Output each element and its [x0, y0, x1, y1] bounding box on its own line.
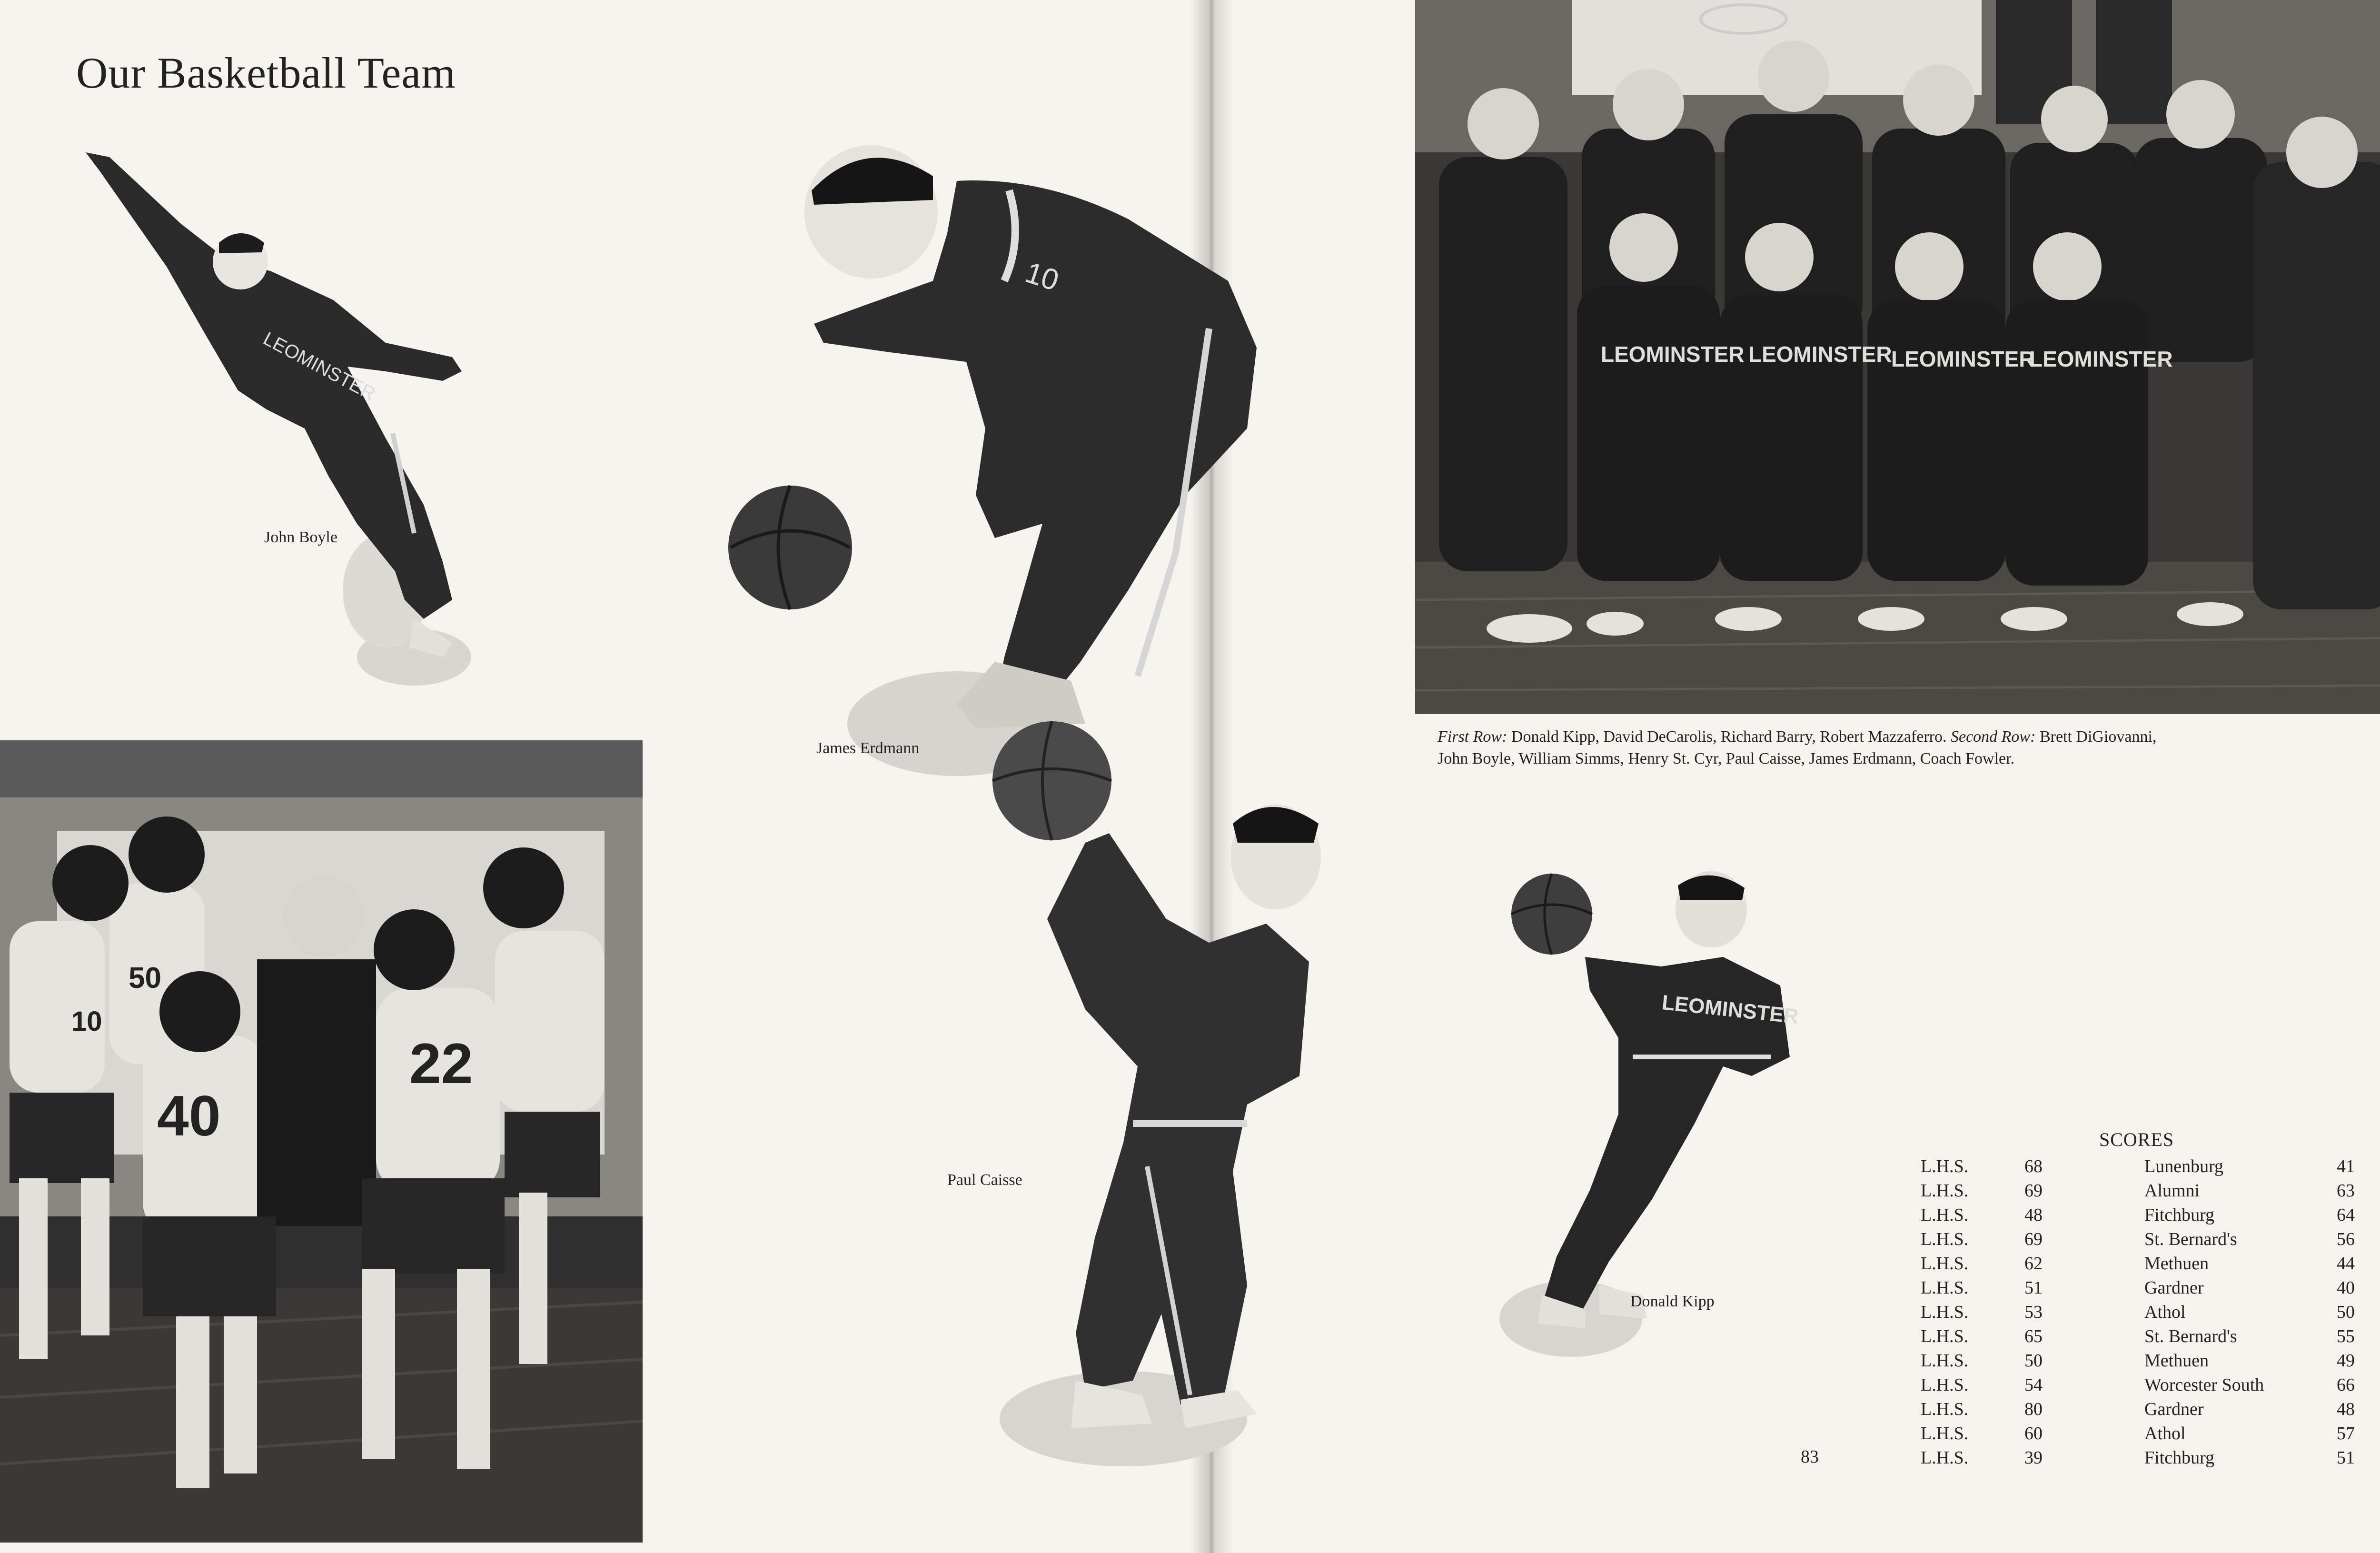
- score-team-points: 39: [2024, 1448, 2043, 1468]
- huddle-photo: [0, 740, 643, 1543]
- score-opponent: Gardner: [2144, 1278, 2204, 1298]
- caption-john-boyle: John Boyle: [264, 528, 337, 546]
- score-opponent-points: 57: [2337, 1424, 2355, 1443]
- score-row: [1921, 1423, 2368, 1447]
- james-erdmann-photo: [709, 124, 1290, 781]
- score-team-points: 68: [2024, 1156, 2043, 1176]
- score-team: L.H.S.: [1921, 1205, 1969, 1225]
- score-team: L.H.S.: [1921, 1302, 1969, 1322]
- team-jersey-text-4: LEOMINSTER: [2029, 347, 2173, 371]
- score-opponent-points: 64: [2337, 1205, 2355, 1225]
- score-team: L.H.S.: [1921, 1351, 1969, 1371]
- score-opponent: Fitchburg: [2144, 1448, 2215, 1468]
- score-opponent-points: 40: [2337, 1278, 2355, 1298]
- paul-caisse-photo: [942, 714, 1347, 1485]
- score-opponent-points: 56: [2337, 1229, 2355, 1249]
- team-jersey-text-2: LEOMINSTER: [1748, 342, 1892, 367]
- score-opponent-points: 48: [2337, 1399, 2355, 1419]
- score-team: L.H.S.: [1921, 1278, 1969, 1298]
- jersey-text-kipp: LEOMINSTER: [1660, 991, 1800, 1029]
- score-row: [1921, 1447, 2368, 1472]
- score-opponent: Alumni: [2144, 1181, 2200, 1201]
- score-team-points: 50: [2024, 1351, 2043, 1371]
- score-opponent-points: 51: [2337, 1448, 2355, 1468]
- score-team: L.H.S.: [1921, 1375, 1969, 1395]
- score-team-points: 51: [2024, 1278, 2043, 1298]
- score-opponent: Fitchburg: [2144, 1205, 2215, 1225]
- score-team: L.H.S.: [1921, 1326, 1969, 1346]
- score-opponent: Athol: [2144, 1424, 2186, 1443]
- caption-donald-kipp: Donald Kipp: [1630, 1293, 1715, 1310]
- score-opponent-points: 41: [2337, 1156, 2355, 1176]
- score-row: [1921, 1156, 2368, 1180]
- score-opponent: Methuen: [2144, 1254, 2209, 1274]
- jersey-number-10: 10: [71, 1006, 102, 1037]
- score-row: [1921, 1253, 2368, 1277]
- score-opponent: Methuen: [2144, 1351, 2209, 1371]
- score-team-points: 54: [2024, 1375, 2043, 1395]
- score-team: L.H.S.: [1921, 1181, 1969, 1201]
- score-opponent: St. Bernard's: [2144, 1326, 2237, 1346]
- caption-james-erdmann: James Erdmann: [816, 739, 920, 757]
- page-number: 83: [1801, 1447, 1819, 1467]
- score-team: L.H.S.: [1921, 1156, 1969, 1176]
- score-opponent-points: 66: [2337, 1375, 2355, 1395]
- second-row-label: Second Row:: [1950, 728, 2036, 746]
- score-team: L.H.S.: [1921, 1229, 1969, 1249]
- score-team: L.H.S.: [1921, 1399, 1969, 1419]
- score-team-points: 65: [2024, 1326, 2043, 1346]
- first-row-label: First Row:: [1438, 728, 1507, 746]
- jersey-text-erdmann: 10: [1021, 256, 1063, 298]
- score-opponent: Athol: [2144, 1302, 2186, 1322]
- jersey-number-40: 40: [157, 1084, 221, 1148]
- score-team-points: 69: [2024, 1181, 2043, 1201]
- scores-title: SCORES: [2099, 1129, 2174, 1150]
- team-photo-caption: [1438, 726, 2180, 770]
- score-team: L.H.S.: [1921, 1448, 1969, 1468]
- score-opponent: Gardner: [2144, 1399, 2204, 1419]
- jersey-number-22: 22: [409, 1032, 473, 1095]
- score-row: [1921, 1180, 2368, 1205]
- team-jersey-text-1: LEOMINSTER: [1601, 342, 1745, 367]
- second-row-names: Brett DiGiovanni, John Boyle, William Simms, Henry St. Cyr, Paul Caisse, James Erdmann, Coach Fowler.: [1438, 728, 2157, 767]
- score-row: [1921, 1205, 2368, 1229]
- score-opponent-points: 63: [2337, 1181, 2355, 1201]
- score-opponent: St. Bernard's: [2144, 1229, 2237, 1249]
- score-team-points: 80: [2024, 1399, 2043, 1419]
- score-row: [1921, 1399, 2368, 1423]
- score-team-points: 69: [2024, 1229, 2043, 1249]
- team-jersey-text-3: LEOMINSTER: [1891, 347, 2035, 371]
- score-row: [1921, 1229, 2368, 1253]
- donald-kipp-photo: [1504, 866, 1799, 1362]
- score-opponent-points: 44: [2337, 1254, 2355, 1274]
- score-opponent-points: 50: [2337, 1302, 2355, 1322]
- score-team-points: 60: [2024, 1424, 2043, 1443]
- score-team: L.H.S.: [1921, 1424, 1969, 1443]
- score-row: [1921, 1277, 2368, 1302]
- score-opponent-points: 49: [2337, 1351, 2355, 1371]
- score-team-points: 53: [2024, 1302, 2043, 1322]
- score-opponent-points: 55: [2337, 1326, 2355, 1346]
- score-team-points: 62: [2024, 1254, 2043, 1274]
- caption-paul-caisse: Paul Caisse: [947, 1171, 1022, 1189]
- score-row: [1921, 1326, 2368, 1350]
- jersey-number-50: 50: [129, 962, 161, 995]
- score-team-points: 48: [2024, 1205, 2043, 1225]
- score-opponent: Lunenburg: [2144, 1156, 2224, 1176]
- team-photo: [1415, 0, 2380, 714]
- score-row: [1921, 1350, 2368, 1374]
- score-row: [1921, 1302, 2368, 1326]
- page-title: Our Basketball Team: [76, 49, 456, 97]
- john-boyle-photo: [81, 143, 481, 690]
- first-row-names: Donald Kipp, David DeCarolis, Richard Barry, Robert Mazzaferro.: [1507, 728, 1951, 746]
- score-opponent: Worcester South: [2144, 1375, 2264, 1395]
- score-team: L.H.S.: [1921, 1254, 1969, 1274]
- jersey-text-boyle: LEOMINSTER: [259, 328, 379, 405]
- score-row: [1921, 1374, 2368, 1399]
